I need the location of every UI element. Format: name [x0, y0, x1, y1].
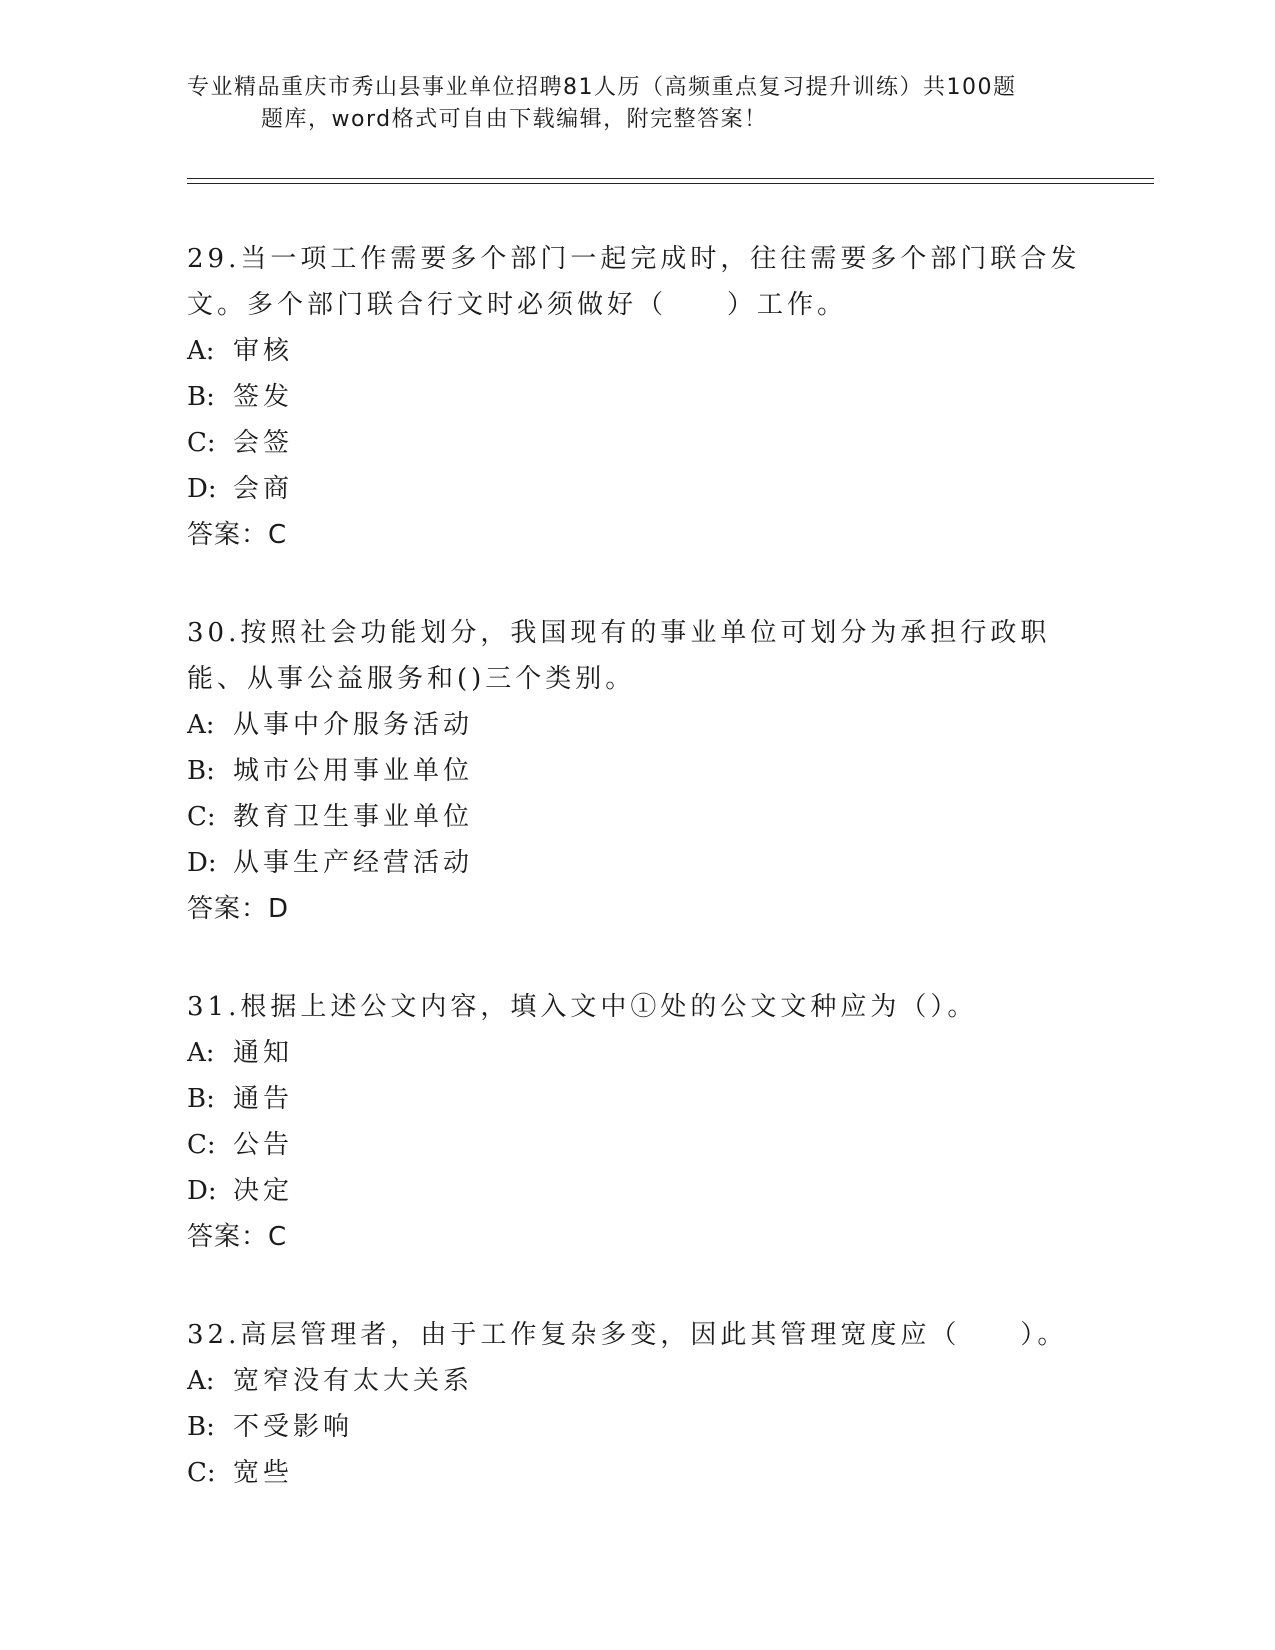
option-text: 公告: [233, 1130, 294, 1160]
option-b: [187, 1404, 1087, 1450]
option-text: 宽窄没有太大关系: [233, 1366, 474, 1396]
question-29: [187, 236, 1087, 558]
question-list: [187, 236, 1087, 1548]
question-stem: 32.高层管理者，由于工作复杂多变，因此其管理宽度应（ ）。: [187, 1320, 1068, 1350]
header-divider-bottom: [187, 183, 1154, 184]
document-header: [187, 72, 1087, 136]
option-c: [187, 1122, 1087, 1168]
header-title-line-1: 专业精品重庆市秀山县事业单位招聘81人历（高频重点复习提升训练）共100题: [187, 75, 1017, 100]
option-letter: B:: [187, 1412, 215, 1442]
question-stem: 30.按照社会功能划分，我国现有的事业单位可划分为承担行政职能、从事公益服务和()三个类别。: [187, 618, 1051, 694]
answer-key: 答案：D: [187, 894, 290, 924]
option-text: 城市公用事业单位: [233, 756, 474, 786]
option-text: 通告: [233, 1084, 294, 1114]
option-text: 通知: [233, 1038, 294, 1068]
option-text: 会商: [233, 474, 294, 504]
option-letter: A:: [187, 1038, 215, 1068]
option-c: [187, 794, 1087, 840]
option-a: [187, 702, 1087, 748]
option-text: 从事生产经营活动: [233, 848, 474, 878]
option-text: 会签: [233, 428, 294, 458]
option-text: 审核: [233, 336, 294, 366]
answer-key: 答案：C: [187, 1222, 288, 1252]
option-letter: B:: [187, 382, 215, 412]
option-d: [187, 1168, 1087, 1214]
question-32: [187, 1312, 1087, 1496]
option-letter: C:: [187, 802, 216, 832]
option-letter: C:: [187, 428, 216, 458]
option-letter: B:: [187, 756, 215, 786]
header-title-line-2: 题库，word格式可自由下载编辑，附完整答案！: [261, 107, 768, 132]
question-31: [187, 984, 1087, 1260]
option-letter: B:: [187, 1084, 215, 1114]
option-letter: D:: [187, 1176, 217, 1206]
option-letter: C:: [187, 1130, 216, 1160]
option-c: [187, 1450, 1087, 1496]
option-text: 签发: [233, 382, 294, 412]
question-30: [187, 610, 1087, 932]
option-text: 不受影响: [233, 1412, 354, 1442]
option-text: 决定: [233, 1176, 294, 1206]
option-letter: A:: [187, 336, 215, 366]
option-letter: D:: [187, 848, 217, 878]
option-text: 从事中介服务活动: [233, 710, 474, 740]
option-letter: A:: [187, 710, 215, 740]
option-text: 宽些: [233, 1458, 294, 1488]
question-stem: 29.当一项工作需要多个部门一起完成时，往往需要多个部门联合发文。多个部门联合行文时必须做好（ ）工作。: [187, 244, 1081, 320]
option-b: [187, 1076, 1087, 1122]
option-b: [187, 374, 1087, 420]
header-divider-top: [187, 178, 1154, 179]
question-stem: 31.根据上述公文内容，填入文中①处的公文文种应为（）。: [187, 992, 978, 1022]
option-a: [187, 1030, 1087, 1076]
option-a: [187, 328, 1087, 374]
option-a: [187, 1358, 1087, 1404]
option-b: [187, 748, 1087, 794]
option-text: 教育卫生事业单位: [233, 802, 474, 832]
option-letter: A:: [187, 1366, 215, 1396]
option-c: [187, 420, 1087, 466]
option-letter: D:: [187, 474, 217, 504]
option-d: [187, 840, 1087, 886]
option-d: [187, 466, 1087, 512]
answer-key: 答案：C: [187, 520, 288, 550]
option-letter: C:: [187, 1458, 216, 1488]
